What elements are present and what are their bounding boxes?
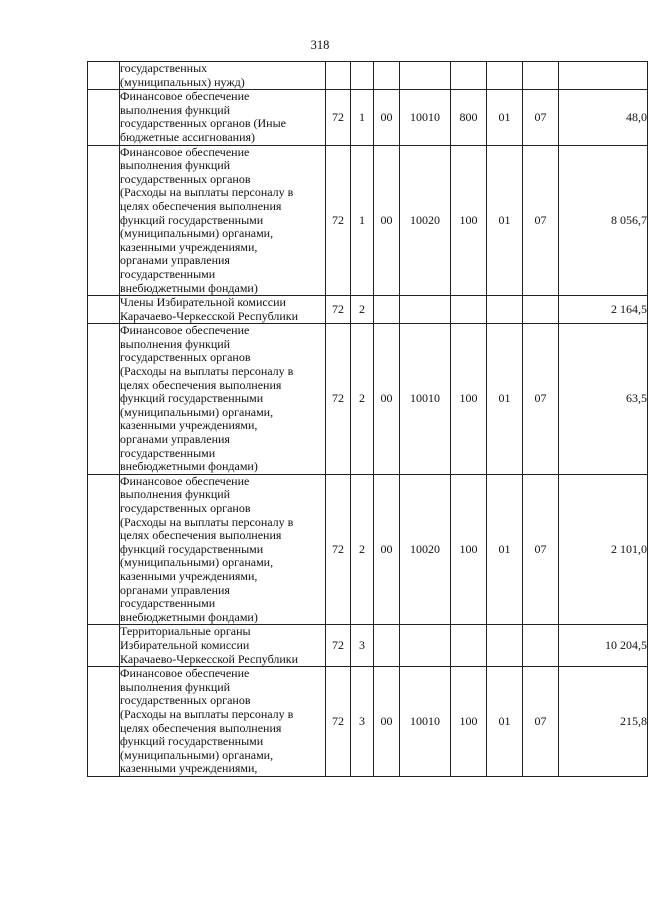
direction-cell	[400, 625, 451, 667]
sum-cell: 48,0	[559, 90, 648, 145]
prog-cell: 00	[374, 90, 400, 145]
ved-cell	[326, 62, 351, 90]
subsection-cell: 07	[523, 667, 559, 777]
sub-cell: 3	[351, 667, 374, 777]
direction-cell	[400, 296, 451, 324]
table-row	[88, 296, 648, 324]
prog-cell	[374, 625, 400, 667]
blank-cell	[88, 625, 120, 667]
expense-type-cell	[451, 625, 487, 667]
direction-cell: 10020	[400, 474, 451, 625]
blank-cell	[88, 145, 120, 296]
sub-cell: 2	[351, 324, 374, 475]
table-row	[88, 625, 648, 667]
direction-cell: 10010	[400, 90, 451, 145]
name-cell	[120, 296, 326, 324]
blank-cell	[88, 324, 120, 475]
section-cell: 01	[487, 324, 523, 475]
name-cell	[120, 474, 326, 625]
subsection-cell	[523, 625, 559, 667]
sum-cell: 10 204,5	[559, 625, 648, 667]
direction-cell: 10010	[400, 324, 451, 475]
blank-cell	[88, 474, 120, 625]
expense-type-cell: 100	[451, 667, 487, 777]
blank-cell	[88, 90, 120, 145]
subsection-cell: 07	[523, 145, 559, 296]
section-cell	[487, 625, 523, 667]
direction-cell	[400, 62, 451, 90]
name-cell	[120, 90, 326, 145]
subsection-cell	[523, 296, 559, 324]
ved-cell: 72	[326, 667, 351, 777]
table-row	[88, 145, 648, 296]
subsection-cell: 07	[523, 90, 559, 145]
table-row	[88, 90, 648, 145]
row-name: Финансовое обеспечение выполнения функций государственных органов (Расходы на выплаты персоналу в целях обеспечения выполнения функций государственными (муниципальными) органами, казенными учреждениями, органами управления государственными внебюджетными фондами)	[120, 323, 294, 474]
sum-cell: 8 056,7	[559, 145, 648, 296]
prog-cell	[374, 296, 400, 324]
expense-type-cell	[451, 62, 487, 90]
row-name: Финансовое обеспечение выполнения функций государственных органов (Расходы на выплаты персоналу в целях обеспечения выполнения функций государственными (муниципальными) органами, казенными учреждениями,	[120, 666, 294, 776]
row-name: Финансовое обеспечение выполнения функций государственных органов (Иные бюджетные ассигнования)	[120, 89, 286, 144]
row-name: Финансовое обеспечение выполнения функций государственных органов (Расходы на выплаты персоналу в целях обеспечения выполнения функций государственными (муниципальными) органами, казенными учреждениями, органами управления государственными внебюджетными фондами)	[120, 144, 294, 295]
row-name: Финансовое обеспечение выполнения функций государственных органов (Расходы на выплаты персоналу в целях обеспечения выполнения функций государственными (муниципальными) органами, казенными учреждениями, органами управления государственными внебюджетными фондами)	[120, 473, 294, 624]
direction-cell: 10020	[400, 145, 451, 296]
section-cell: 01	[487, 90, 523, 145]
row-name: государственных (муниципальных) нужд)	[120, 61, 245, 89]
row-name: Территориальные органы Избирательной комиссии Карачаево-Черкесской Республики	[120, 624, 299, 666]
sub-cell	[351, 62, 374, 90]
expense-type-cell: 800	[451, 90, 487, 145]
ved-cell: 72	[326, 625, 351, 667]
sum-cell: 2 164,5	[559, 296, 648, 324]
sub-cell: 1	[351, 90, 374, 145]
subsection-cell: 07	[523, 324, 559, 475]
section-cell	[487, 62, 523, 90]
expense-type-cell	[451, 296, 487, 324]
table-row	[88, 62, 648, 90]
row-name: Члены Избирательной комиссии Карачаево-Черкесской Республики	[120, 295, 299, 323]
name-cell	[120, 667, 326, 777]
sub-cell: 2	[351, 474, 374, 625]
blank-cell	[88, 62, 120, 90]
subsection-cell	[523, 62, 559, 90]
direction-cell: 10010	[400, 667, 451, 777]
ved-cell: 72	[326, 474, 351, 625]
prog-cell	[374, 62, 400, 90]
prog-cell: 00	[374, 667, 400, 777]
page-number: 318	[310, 38, 330, 52]
ved-cell: 72	[326, 145, 351, 296]
name-cell	[120, 62, 326, 90]
section-cell: 01	[487, 145, 523, 296]
table-row	[88, 324, 648, 475]
sub-cell: 1	[351, 145, 374, 296]
name-cell	[120, 324, 326, 475]
table-row	[88, 667, 648, 777]
sub-cell: 2	[351, 296, 374, 324]
subsection-cell: 07	[523, 474, 559, 625]
ved-cell: 72	[326, 296, 351, 324]
prog-cell: 00	[374, 324, 400, 475]
sub-cell: 3	[351, 625, 374, 667]
expense-type-cell: 100	[451, 324, 487, 475]
sum-cell: 215,8	[559, 667, 648, 777]
section-cell: 01	[487, 474, 523, 625]
expense-type-cell: 100	[451, 474, 487, 625]
section-cell: 01	[487, 667, 523, 777]
blank-cell	[88, 667, 120, 777]
table-row	[88, 474, 648, 625]
ved-cell: 72	[326, 324, 351, 475]
budget-table	[87, 61, 648, 777]
prog-cell: 00	[374, 474, 400, 625]
name-cell	[120, 625, 326, 667]
prog-cell: 00	[374, 145, 400, 296]
sum-cell: 63,5	[559, 324, 648, 475]
ved-cell: 72	[326, 90, 351, 145]
sum-cell: 2 101,0	[559, 474, 648, 625]
section-cell	[487, 296, 523, 324]
expense-type-cell: 100	[451, 145, 487, 296]
blank-cell	[88, 296, 120, 324]
sum-cell	[559, 62, 648, 90]
name-cell	[120, 145, 326, 296]
